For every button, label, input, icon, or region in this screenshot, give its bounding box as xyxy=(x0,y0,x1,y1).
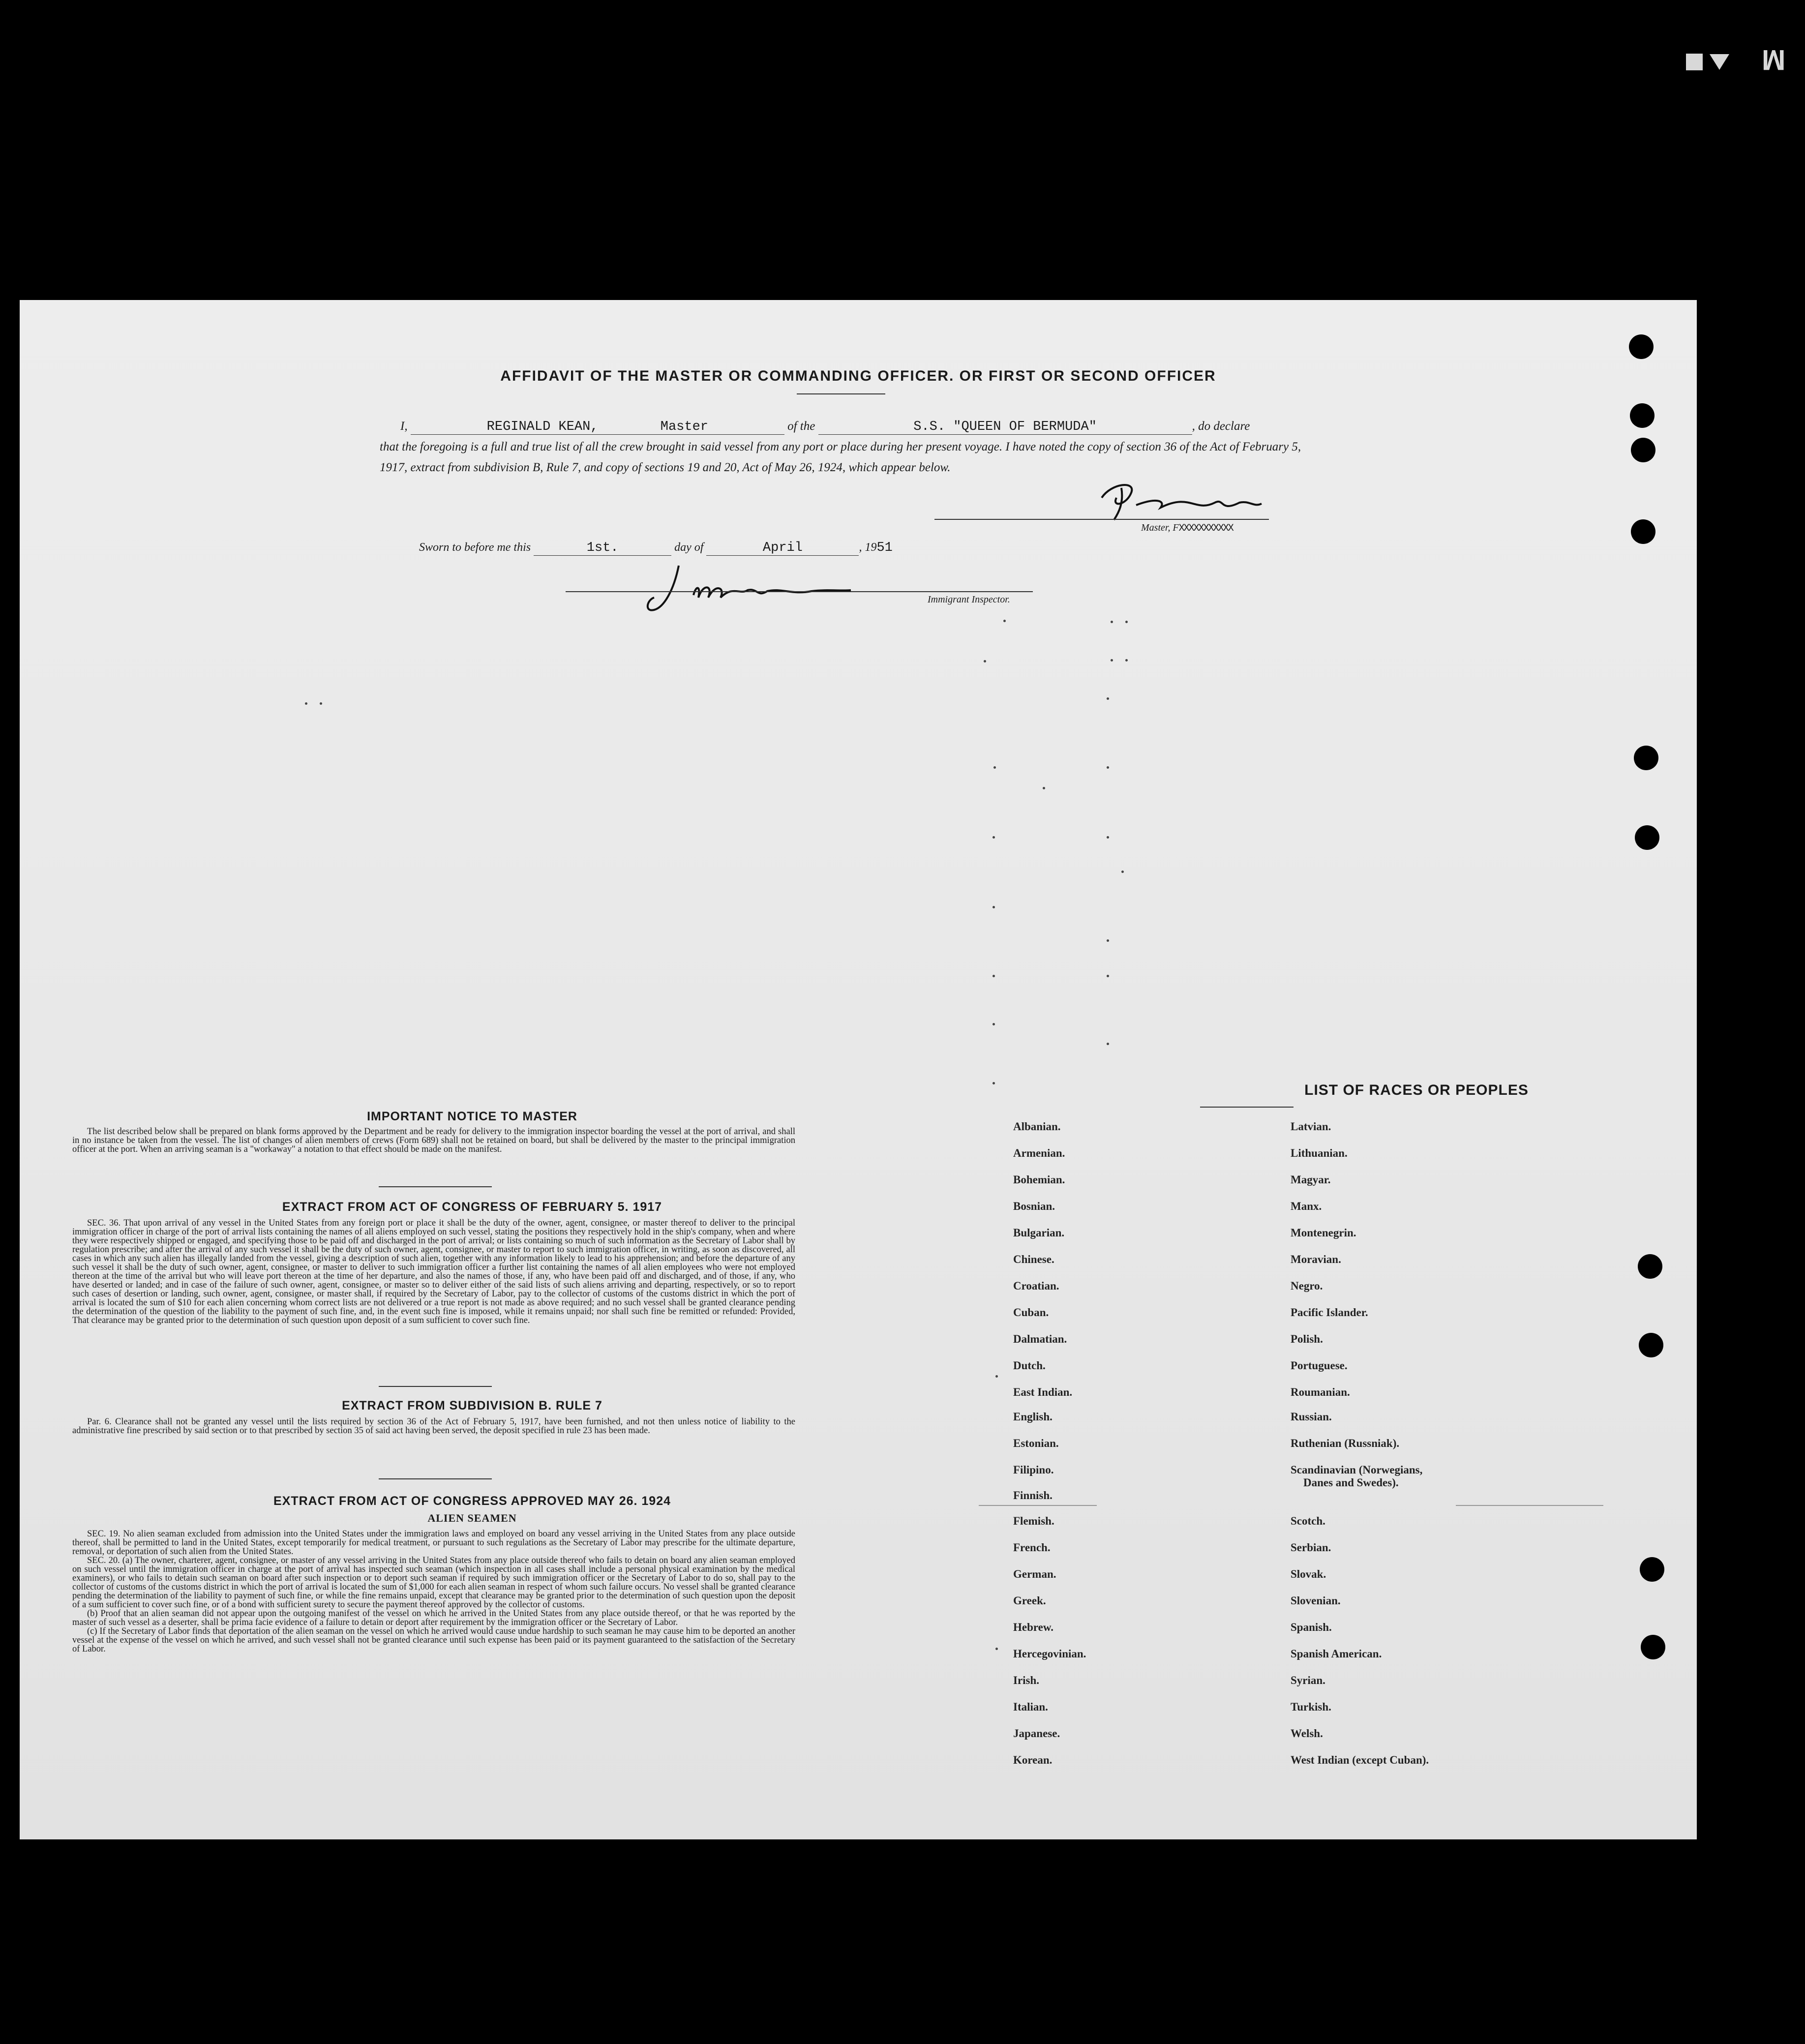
stray-mark xyxy=(995,1375,998,1378)
punch-hole-icon xyxy=(1631,438,1655,462)
square-mark-icon xyxy=(1686,54,1703,70)
alien-seamen-subtitle: ALIEN SEAMEN xyxy=(427,1512,517,1524)
stray-mark xyxy=(1107,975,1109,977)
stray-mark xyxy=(995,1648,998,1650)
race-item: East Indian. xyxy=(1013,1386,1073,1398)
race-item: Portuguese. xyxy=(1291,1359,1348,1372)
races-title: LIST OF RACES OR PEOPLES xyxy=(1304,1082,1529,1098)
race-item: Welsh. xyxy=(1291,1727,1323,1740)
declare-label: , do declare xyxy=(1192,420,1250,433)
sworn-day-field xyxy=(534,540,671,556)
stray-mark xyxy=(1107,766,1109,769)
sec-36-paragraph: SEC. 36. That upon arrival of any vessel in the United States from any foreign port or place it shall be the duty of the owner, agent, consignee, or master thereof to deliver to the principal immigration officer in charge of the port of arrival lists containing the names of all aliens employed on such vessel, stating the positions they respectively hold in the ship's company, when and where they were respectively shipped or engaged, and specifying those to be paid off and discharged in the port of arrival; or lists containing so much of such information as the Secretary of Labor shall by regulation prescribe; and after the arrival of any such vessel it shall be the duty of such owner, agent, consignee, or master to report to such immigration officer, in writing, as soon as discovered, all cases in which any such alien has illegally landed from the vessel, giving a description of such alien, together with any information likely to lead to his apprehension; and before the departure of any such vessel it shall be the duty of such owner, agent, consignee, or master to deliver to such immigration officer a further list containing the names of all alien employees who were not employed thereon at the time of the arrival but who will leave port thereon at the time of her departure, and also the names of those, if any, who have been paid off and discharged, and of those, if any, who have deserted or landed; and in case of the failure of such owner, agent, consignee, or master so to deliver either of the said lists of such aliens arriving and departing, respectively, or so to report such cases of desertion or landing, such owner, agent, consignee, or master shall, if required by the Secretary of Labor, pay to the collector of customs of the customs district in which the port of arrival is located the sum of $10 for each alien concerning whom correct lists are not delivered or a true report is not made as above required; and no such vessel shall be granted clearance pending the determination of the question of the liability to the payment of such fine, and, in the event such fine is imposed, while it remains unpaid; nor shall such fine be remitted or refunded: Provided, That clearance may be granted prior to the determination of such question upon deposit of a sum sufficient to cover such fine. xyxy=(72,1218,795,1325)
title-divider xyxy=(797,393,885,394)
punch-hole-icon xyxy=(1630,403,1655,428)
stray-mark xyxy=(993,1023,995,1025)
document-sheet xyxy=(20,300,1697,1839)
sworn-month: April xyxy=(762,541,803,555)
race-item: Korean. xyxy=(1013,1754,1053,1766)
stray-mark xyxy=(1043,787,1045,789)
corner-label: M xyxy=(1758,44,1785,76)
master-signature-line xyxy=(934,519,1269,520)
punch-hole-icon xyxy=(1639,1333,1663,1357)
notice-divider xyxy=(379,1186,492,1187)
stray-mark xyxy=(993,1082,995,1084)
race-item: Spanish. xyxy=(1291,1621,1332,1633)
extract-1924-text xyxy=(72,1530,795,1653)
struck-label: XXXXXXXXXXX xyxy=(1178,523,1233,534)
race-item: Dutch. xyxy=(1013,1359,1046,1372)
extract-1917-text xyxy=(72,1219,795,1325)
punch-hole-icon xyxy=(1635,825,1659,850)
of-the-label: of the xyxy=(787,420,815,433)
race-item: Pacific Islander. xyxy=(1291,1306,1368,1319)
stray-mark xyxy=(984,660,986,662)
sworn-year: 51 xyxy=(876,541,893,555)
faint-row-line xyxy=(1456,1505,1603,1506)
rule-7-title: EXTRACT FROM SUBDIVISION B. RULE 7 xyxy=(342,1399,602,1413)
race-item: Serbian. xyxy=(1291,1541,1331,1554)
races-divider xyxy=(1200,1107,1294,1108)
race-item: Roumanian. xyxy=(1291,1386,1350,1398)
punch-hole-icon xyxy=(1631,519,1655,544)
stray-mark xyxy=(993,766,996,769)
race-item: Syrian. xyxy=(1291,1674,1325,1686)
rule-7-text xyxy=(72,1417,795,1435)
master-signature xyxy=(1092,478,1269,522)
notice-paragraph: The list described below shall be prepared on blank forms approved by the Department and be ready for delivery to the immigration inspector boarding the vessel at the port of arrival, and shall in no instance be taken from the vessel. The list of changes of alien members of crews (Form 689) shall not be retained on board, but shall be delivered by the master to the principal immigration officer at the port. When an arriving seaman is a "workaway" a notation to that effect should be made on the manifest. xyxy=(72,1127,795,1154)
vessel-field xyxy=(818,419,1192,435)
race-item: Scandinavian (Norwegians, xyxy=(1291,1464,1423,1476)
race-item: Ruthenian (Russniak). xyxy=(1291,1437,1400,1449)
sworn-month-field xyxy=(706,540,859,556)
stray-mark xyxy=(1125,621,1128,623)
stray-mark xyxy=(1107,1043,1109,1045)
race-item: Slovenian. xyxy=(1291,1594,1341,1607)
faint-row-line xyxy=(979,1505,1097,1506)
race-item: Danes and Swedes). xyxy=(1303,1476,1399,1489)
triangle-mark-icon xyxy=(1710,54,1729,70)
sworn-prefix: Sworn to before me this xyxy=(419,541,531,554)
stray-mark xyxy=(1107,697,1109,700)
pronoun: I, xyxy=(400,420,408,433)
inspector-label: Immigrant Inspector. xyxy=(928,594,1010,605)
name-rank-field xyxy=(411,419,784,435)
race-item: Bohemian. xyxy=(1013,1173,1065,1186)
race-item: Filipino. xyxy=(1013,1464,1054,1476)
inspector-signature-line xyxy=(566,591,1033,592)
affidavit-paragraph xyxy=(380,416,1324,478)
extract-1924-title: EXTRACT FROM ACT OF CONGRESS APPROVED MAY 26. 1924 xyxy=(273,1494,671,1508)
race-item: Polish. xyxy=(1291,1333,1323,1345)
extract-1917-divider xyxy=(379,1386,492,1387)
notice-text xyxy=(72,1127,795,1154)
stray-mark xyxy=(305,702,307,705)
rule-7-paragraph: Par. 6. Clearance shall not be granted any vessel until the lists required by section 36 of the Act of February 5, 1917, have been furnished, and not then unless notice of liability to the administrative fine prescribed by said section or to that prescribed by section 35 of said act having been served, the deposit specified in rule 23 has been made. xyxy=(72,1417,795,1436)
race-item: Cuban. xyxy=(1013,1306,1049,1319)
race-item: Albanian. xyxy=(1013,1120,1061,1133)
race-item: Montenegrin. xyxy=(1291,1227,1356,1239)
race-item: Bulgarian. xyxy=(1013,1227,1065,1239)
race-item: Italian. xyxy=(1013,1701,1048,1713)
inspector-signature xyxy=(634,561,890,620)
day-of-label: day of xyxy=(674,541,704,554)
race-item: Armenian. xyxy=(1013,1147,1065,1159)
race-item: Russian. xyxy=(1291,1411,1332,1423)
affidavit-declaration-line xyxy=(380,416,1324,437)
stray-mark xyxy=(1107,836,1109,839)
notice-title: IMPORTANT NOTICE TO MASTER xyxy=(367,1110,577,1123)
race-item: French. xyxy=(1013,1541,1051,1554)
race-item: Flemish. xyxy=(1013,1515,1054,1527)
sworn-line xyxy=(419,540,893,556)
punch-hole-icon xyxy=(1629,334,1654,359)
affidavit-body: that the foregoing is a full and true list of all the crew brought in said vessel from any port or place during her present voyage. I have noted the copy of section 36 of the Act of February 5, 1917, extract from subdivision B, Rule 7, and copy of sections 19 and 20, Act of May 26, 1924, which appear below. xyxy=(380,440,1301,474)
race-item: Moravian. xyxy=(1291,1253,1341,1265)
race-item: Turkish. xyxy=(1291,1701,1331,1713)
extract-1917-title: EXTRACT FROM ACT OF CONGRESS OF FEBRUARY 5. 1917 xyxy=(282,1200,662,1214)
stray-mark xyxy=(993,906,995,908)
race-item: Magyar. xyxy=(1291,1173,1331,1186)
vessel-name: S.S. "QUEEN OF BERMUDA" xyxy=(913,420,1097,434)
corner-marks xyxy=(1686,43,1785,76)
race-item: German. xyxy=(1013,1568,1056,1580)
punch-hole-icon xyxy=(1640,1557,1664,1582)
year-prefix: , 19 xyxy=(859,541,877,554)
race-item: Latvian. xyxy=(1291,1120,1331,1133)
race-item: Croatian. xyxy=(1013,1280,1059,1292)
race-item: Estonian. xyxy=(1013,1437,1059,1449)
stray-mark xyxy=(993,975,995,977)
affidavit-title: AFFIDAVIT OF THE MASTER OR COMMANDING OFFICER. OR FIRST OR SECOND OFFICER xyxy=(500,368,1216,384)
stray-mark xyxy=(1111,621,1113,623)
stray-mark xyxy=(1003,620,1006,622)
race-item: Hercegovinian. xyxy=(1013,1648,1086,1660)
stray-mark xyxy=(320,702,322,705)
race-item: Greek. xyxy=(1013,1594,1046,1607)
race-item: Scotch. xyxy=(1291,1515,1325,1527)
sworn-day: 1st. xyxy=(586,541,619,555)
race-item: English. xyxy=(1013,1411,1053,1423)
punch-hole-icon xyxy=(1641,1635,1665,1659)
race-item: Japanese. xyxy=(1013,1727,1060,1740)
master-rank: Master xyxy=(660,420,708,434)
stray-mark xyxy=(1121,871,1124,873)
stray-mark xyxy=(1107,939,1109,942)
race-item: Bosnian. xyxy=(1013,1200,1055,1212)
race-item: Dalmatian. xyxy=(1013,1333,1067,1345)
race-item: Hebrew. xyxy=(1013,1621,1053,1633)
rule-7-divider xyxy=(379,1478,492,1479)
stray-mark xyxy=(1125,659,1128,661)
stray-mark xyxy=(1111,659,1113,661)
race-item: West Indian (except Cuban). xyxy=(1291,1754,1429,1766)
sec-20a-paragraph: SEC. 20. (a) The owner, charterer, agent, consignee, or master of any vessel arriving in the United States from any place outside thereof who fails to detain on board any alien seaman employed on such vessel until the immigration officer in charge at the port of arrival has inspected such seaman (which inspection in all cases shall include a personal physical examination by the medical examiners), or who fails to detain such seaman on board after such inspection or to deport such seaman if required by such immigration officer or the Secretary of Labor to do so, shall pay to the collector of customs of the customs district in which the port of arrival is located the sum of $1,000 for each alien seaman in respect of whom such failure occurs. No vessel shall be granted clearance pending the determination of the liability to payment of such fine, or while the fine remains unpaid, except that clearance may be granted prior to the determination of such question upon the deposit of a sum sufficient to cover such fine, or of a bond with sufficient surety to secure the payment thereof approved by the collector of customs. xyxy=(72,1556,795,1610)
master-name: REGINALD KEAN, xyxy=(486,420,599,434)
race-item: Chinese. xyxy=(1013,1253,1054,1265)
race-item: Lithuanian. xyxy=(1291,1147,1348,1159)
master-signature-label xyxy=(1141,522,1233,534)
punch-hole-icon xyxy=(1638,1254,1662,1279)
sec-20b-paragraph: (b) Proof that an alien seaman did not appear upon the outgoing manifest of the vessel on which he arrived in the United States from any place outside thereof, or that he was reported by the master of such vessel as a deserter, shall be prima facie evidence of a failure to detain or deport after requirement by the immigration officer or the Secretary of Labor. xyxy=(72,1609,795,1627)
race-item: Negro. xyxy=(1291,1280,1323,1292)
race-item: Spanish American. xyxy=(1291,1648,1382,1660)
sec-20c-paragraph: (c) If the Secretary of Labor finds that deportation of the alien seaman on the vessel on which he arrived would cause undue hardship to such seaman he may cause him to be deported an another vessel at the expense of the vessel on which he arrived, and such vessel shall not be granted clearance until such expense has been paid or its payment guaranteed to the satisfaction of the Secretary of Labor. xyxy=(72,1626,795,1654)
race-item: Manx. xyxy=(1291,1200,1322,1212)
race-item: Irish. xyxy=(1013,1674,1040,1686)
punch-hole-icon xyxy=(1634,746,1658,770)
sec-19-paragraph: SEC. 19. No alien seaman excluded from admission into the United States under the immigration laws and employed on board any vessel arriving in the United States from any place outside thereof, shall be permitted to land in the United States, except temporarily for medical treatment, or pursuant to such regulations as the Secretary of Labor may prescribe for the ultimate departure, removal, or deportation of such alien from the United States. xyxy=(72,1529,795,1557)
race-item: Slovak. xyxy=(1291,1568,1326,1580)
master-label: Master, F xyxy=(1141,522,1179,533)
race-item: Finnish. xyxy=(1013,1489,1053,1502)
stray-mark xyxy=(993,836,995,839)
